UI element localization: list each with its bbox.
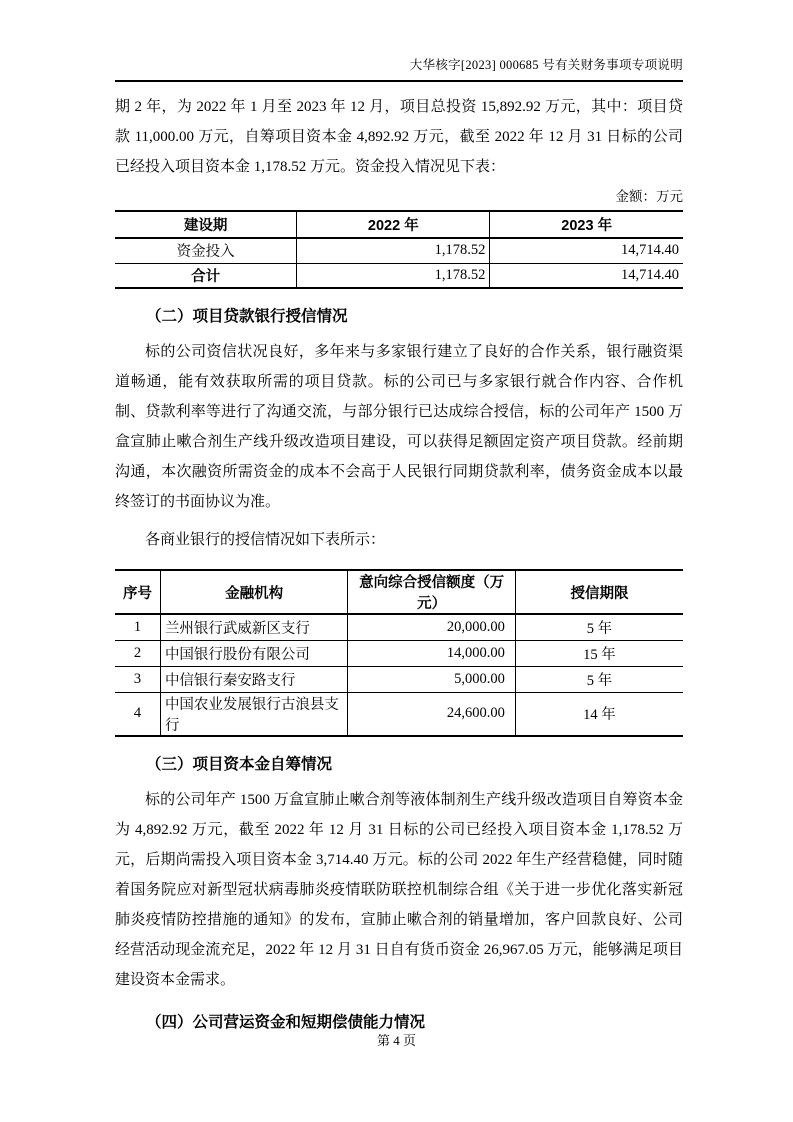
amount-unit-label: 金额：万元 bbox=[615, 189, 683, 204]
table2-row4-institution: 中国农业发展银行古浪县支行 bbox=[160, 692, 347, 736]
fund-investment-table bbox=[115, 210, 683, 289]
table-row bbox=[115, 666, 683, 692]
table2-header-credit-term: 授信期限 bbox=[515, 570, 683, 614]
table-header-row bbox=[115, 211, 683, 238]
table2-row2-institution: 中国银行股份有限公司 bbox=[160, 640, 347, 666]
table-row bbox=[115, 692, 683, 736]
section2-paragraph: 标的公司资信状况良好，多年来与多家银行建立了良好的合作关系，银行融资渠道畅通，能有效获取所需的项目贷款。标的公司已与多家银行就合作内容、合作机制、贷款利率等进行了沟通交流，与部分银行已达成综合授信，标的公司年产 1500 万盒宣肺止嗽合剂生产线升级改造项目建设，可以获得足额固定资产项目贷款。经前期沟通，本次融资所需资金的成本不会高于人民银行同期贷款利率，债务资金成本以最终签订的书面协议为准。 bbox=[115, 344, 683, 510]
table2-row1-amount: 20,000.00 bbox=[348, 614, 516, 640]
document-header: 大华核字[2023] 000685 号有关财务事项专项说明 bbox=[115, 55, 683, 82]
table1-header-2023: 2023 年 bbox=[490, 211, 683, 238]
section-heading-4: （四）公司营运资金和短期偿债能力情况 bbox=[146, 1013, 426, 1031]
section-heading-2: （二）项目贷款银行授信情况 bbox=[146, 308, 348, 325]
table2-row3-index: 3 bbox=[115, 666, 160, 692]
table1-header-period: 建设期 bbox=[115, 211, 297, 238]
table2-row2-term: 15 年 bbox=[515, 640, 683, 666]
table2-header-institution: 金融机构 bbox=[160, 570, 347, 614]
table2-row3-amount: 5,000.00 bbox=[348, 666, 516, 692]
table-row bbox=[115, 238, 683, 263]
page-number: 第 4 页 bbox=[376, 1033, 416, 1048]
table2-row3-institution: 中信银行秦安路支行 bbox=[160, 666, 347, 692]
table1-header-2022: 2022 年 bbox=[297, 211, 490, 238]
table1-total-2023: 14,714.40 bbox=[490, 263, 683, 288]
table2-row1-term: 5 年 bbox=[515, 614, 683, 640]
table-row bbox=[115, 614, 683, 640]
table2-row4-amount: 24,600.00 bbox=[348, 692, 516, 736]
table1-row1-2023: 14,714.40 bbox=[490, 238, 683, 263]
table1-total-label: 合计 bbox=[115, 263, 297, 288]
section-heading-3: （三）项目资本金自筹情况 bbox=[146, 755, 333, 773]
bank-credit-table bbox=[115, 569, 683, 737]
table2-row4-index: 4 bbox=[115, 692, 160, 736]
table1-row1-2022: 1,178.52 bbox=[297, 238, 490, 263]
table-row bbox=[115, 640, 683, 666]
table-total-row bbox=[115, 263, 683, 288]
table2-header-credit-amount: 意向综合授信额度（万元） bbox=[348, 570, 516, 614]
table1-row1-label: 资金投入 bbox=[176, 244, 235, 261]
table2-row2-index: 2 bbox=[115, 640, 160, 666]
table2-row2-amount: 14,000.00 bbox=[348, 640, 516, 666]
section3-paragraph: 标的公司年产 1500 万盒宣肺止嗽合剂等液体制剂生产线升级改造项目自筹资本金为 4,892.92 万元，截至 2022 年 12 月 31 日标的公司已经投入项目资本金 1,178.52 万元，后期尚需投入项目资本金 3,714.40 万元。标的公司 2022 年生产经营稳健，同时随着国务院应对新型冠状病毒肺炎疫情联防联控机制综合组《关于进一步优化落实新冠肺炎疫情防控措施的通知》的发布，宣肺止嗽合剂的销量增加，客户回款良好、公司经营活动现金流充足，2022 年 12 月 31 日自有货币资金 26,967.05 万元，能够满足项目建设资本金需求。 bbox=[115, 791, 683, 988]
table2-intro-paragraph: 各商业银行的授信情况如下表所示： bbox=[145, 532, 386, 548]
table2-header-index: 序号 bbox=[115, 570, 160, 614]
table2-row3-term: 5 年 bbox=[515, 666, 683, 692]
table-header-row bbox=[115, 570, 683, 614]
table1-total-2022: 1,178.52 bbox=[297, 263, 490, 288]
document-content bbox=[115, 55, 683, 1035]
table2-row1-institution: 兰州银行武威新区支行 bbox=[160, 614, 347, 640]
table2-row4-term: 14 年 bbox=[515, 692, 683, 736]
table2-row1-index: 1 bbox=[133, 618, 142, 635]
intro-paragraph: 期 2 年，为 2022 年 1 月至 2023 年 12 月，项目总投资 15,892.92 万元，其中：项目贷款 11,000.00 万元，自筹项目资本金 4,892.92 万元，截至 2022 年 12 月 31 日标的公司已经投入项目资本金 1,178.52 万元。资金投入情况见下表： bbox=[115, 99, 683, 175]
